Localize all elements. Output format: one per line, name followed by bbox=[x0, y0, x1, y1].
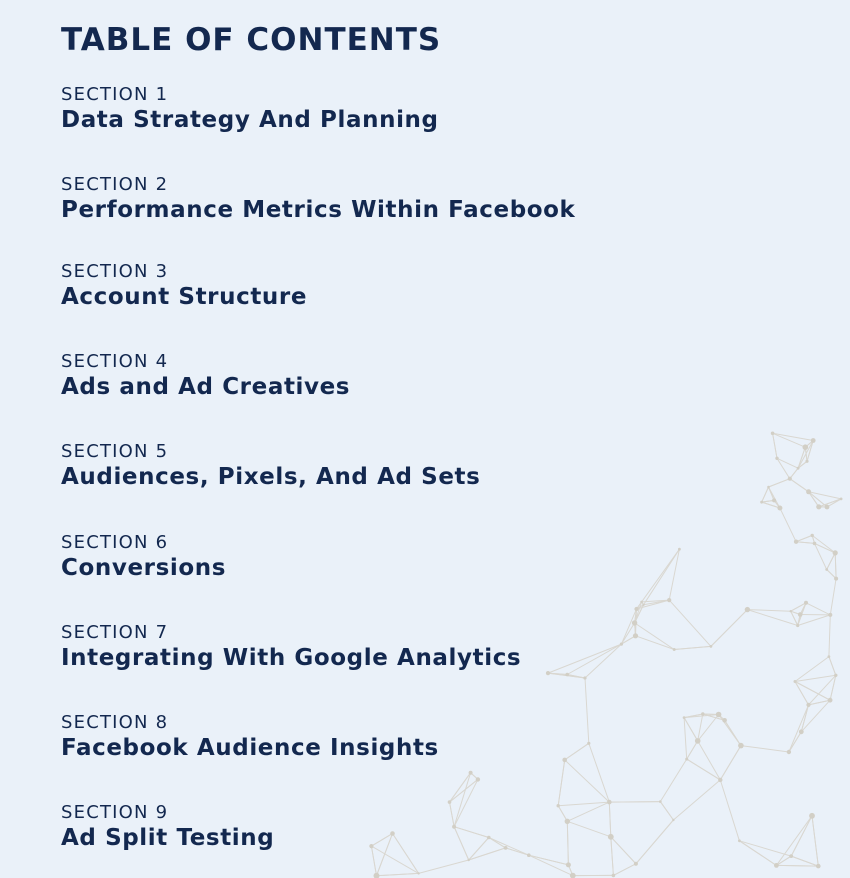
section-number: SECTION 7 bbox=[61, 622, 169, 643]
toc-entry-section-6[interactable] bbox=[61, 532, 226, 582]
section-title: Facebook Audience Insights bbox=[61, 735, 439, 761]
toc-entry-section-4[interactable] bbox=[61, 351, 350, 401]
section-number: SECTION 6 bbox=[61, 532, 169, 553]
toc-entry-section-9[interactable] bbox=[61, 802, 274, 852]
section-title: Account Structure bbox=[61, 284, 308, 310]
section-title: Data Strategy And Planning bbox=[61, 107, 439, 133]
toc-entry-section-1[interactable] bbox=[61, 84, 439, 134]
section-number: SECTION 9 bbox=[61, 802, 169, 823]
toc-entry-section-7[interactable] bbox=[61, 622, 521, 672]
section-title: Performance Metrics Within Facebook bbox=[61, 197, 576, 223]
section-number: SECTION 8 bbox=[61, 712, 169, 733]
toc-entry-section-3[interactable] bbox=[61, 261, 307, 311]
section-title: Audiences, Pixels, And Ad Sets bbox=[61, 464, 481, 490]
page-title: TABLE OF CONTENTS bbox=[61, 22, 442, 58]
section-title: Ads and Ad Creatives bbox=[61, 374, 351, 400]
section-title: Conversions bbox=[61, 555, 227, 581]
toc-entry-section-5[interactable] bbox=[61, 441, 480, 491]
section-number: SECTION 1 bbox=[61, 84, 169, 105]
section-number: SECTION 5 bbox=[61, 441, 169, 462]
section-title: Integrating With Google Analytics bbox=[61, 645, 522, 671]
toc-entry-section-2[interactable] bbox=[61, 174, 575, 224]
toc-entry-section-8[interactable] bbox=[61, 712, 439, 762]
section-number: SECTION 3 bbox=[61, 261, 169, 282]
section-number: SECTION 4 bbox=[61, 351, 169, 372]
section-number: SECTION 2 bbox=[61, 174, 169, 195]
section-title: Ad Split Testing bbox=[61, 825, 275, 851]
